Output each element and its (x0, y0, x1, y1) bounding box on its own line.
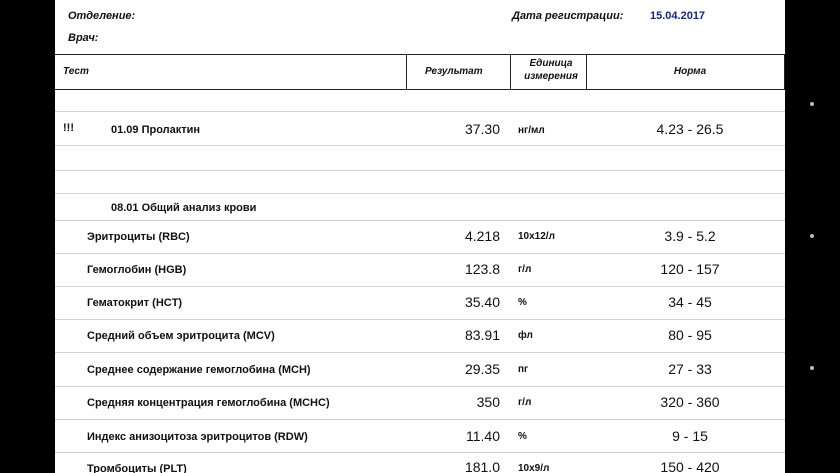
test-name: Средний объем эритроцита (MCV) (87, 330, 275, 342)
test-unit: % (518, 431, 527, 442)
test-unit: г/л (518, 264, 532, 275)
test-name: Тромбоциты (PLT) (87, 463, 187, 473)
test-unit: 10x12/л (518, 231, 555, 242)
row-divider (55, 170, 785, 171)
test-result: 123.8 (464, 261, 500, 277)
doctor-label: Врач: (68, 32, 99, 44)
col-divider (406, 54, 407, 90)
page-indicator-dot[interactable] (810, 234, 814, 238)
test-unit: нг/мл (518, 125, 545, 136)
col-header-result: Результат (425, 66, 483, 77)
col-divider (586, 54, 587, 90)
row-divider (55, 286, 785, 287)
row-divider (55, 253, 785, 254)
row-divider (55, 145, 785, 146)
test-result: 11.40 (466, 428, 500, 444)
test-norm: 3.9 - 5.2 (664, 228, 716, 244)
section-title: 08.01 Общий анализ крови (111, 202, 257, 214)
test-norm: 120 - 157 (660, 261, 720, 277)
row-divider (55, 352, 785, 353)
test-norm: 320 - 360 (660, 394, 720, 410)
test-norm: 9 - 15 (672, 428, 708, 444)
test-norm: 4.23 - 26.5 (656, 121, 724, 137)
reg-date-label: Дата регистрации: (512, 10, 624, 22)
test-unit: фл (518, 330, 533, 341)
test-name: Индекс анизоцитоза эритроцитов (RDW) (87, 431, 308, 443)
test-name: Среднее содержание гемоглобина (MCH) (87, 364, 311, 376)
col-header-norm: Норма (673, 66, 707, 77)
test-unit: г/л (518, 397, 532, 408)
header-bottom-border (55, 89, 785, 90)
row-divider (55, 111, 785, 112)
test-result: 35.40 (464, 294, 500, 310)
reg-date-value: 15.04.2017 (650, 10, 706, 22)
department-label: Отделение: (68, 10, 136, 22)
test-unit: пг (518, 364, 529, 375)
test-result: 4.218 (464, 228, 500, 244)
test-unit: % (518, 297, 527, 308)
col-header-unit-line2: измерения (524, 71, 578, 82)
test-result: 37.30 (464, 121, 500, 137)
row-divider (55, 419, 785, 420)
col-divider (784, 54, 785, 90)
row-divider (55, 193, 785, 194)
test-unit: 10x9/л (518, 463, 550, 473)
lab-report-page (55, 0, 785, 473)
test-norm: 150 - 420 (660, 459, 720, 473)
test-norm: 80 - 95 (668, 327, 712, 343)
test-result: 83.91 (464, 327, 500, 343)
test-norm: 27 - 33 (668, 361, 712, 377)
test-name: Гематокрит (HCT) (87, 297, 183, 309)
col-header-test: Тест (63, 66, 89, 77)
col-divider (510, 54, 511, 90)
test-result: 29.35 (464, 361, 500, 377)
test-name: Гемоглобин (HGB) (87, 264, 187, 276)
test-norm: 34 - 45 (668, 294, 712, 310)
row-divider (55, 386, 785, 387)
row-divider (55, 220, 785, 221)
page-indicator-dot[interactable] (810, 102, 814, 106)
test-name: Средняя концентрация гемоглобина (MCHC) (87, 397, 330, 409)
test-name: 01.09 Пролактин (111, 124, 201, 136)
test-name: Эритроциты (RBC) (87, 231, 190, 243)
col-header-unit-line1: Единица (529, 58, 573, 69)
page-indicator-dot[interactable] (810, 366, 814, 370)
row-divider (55, 319, 785, 320)
table-top-border (55, 54, 785, 55)
test-result: 350 (476, 394, 500, 410)
abnormal-flag: !!! (63, 122, 74, 134)
row-divider (55, 452, 785, 453)
test-result: 181.0 (464, 459, 500, 473)
